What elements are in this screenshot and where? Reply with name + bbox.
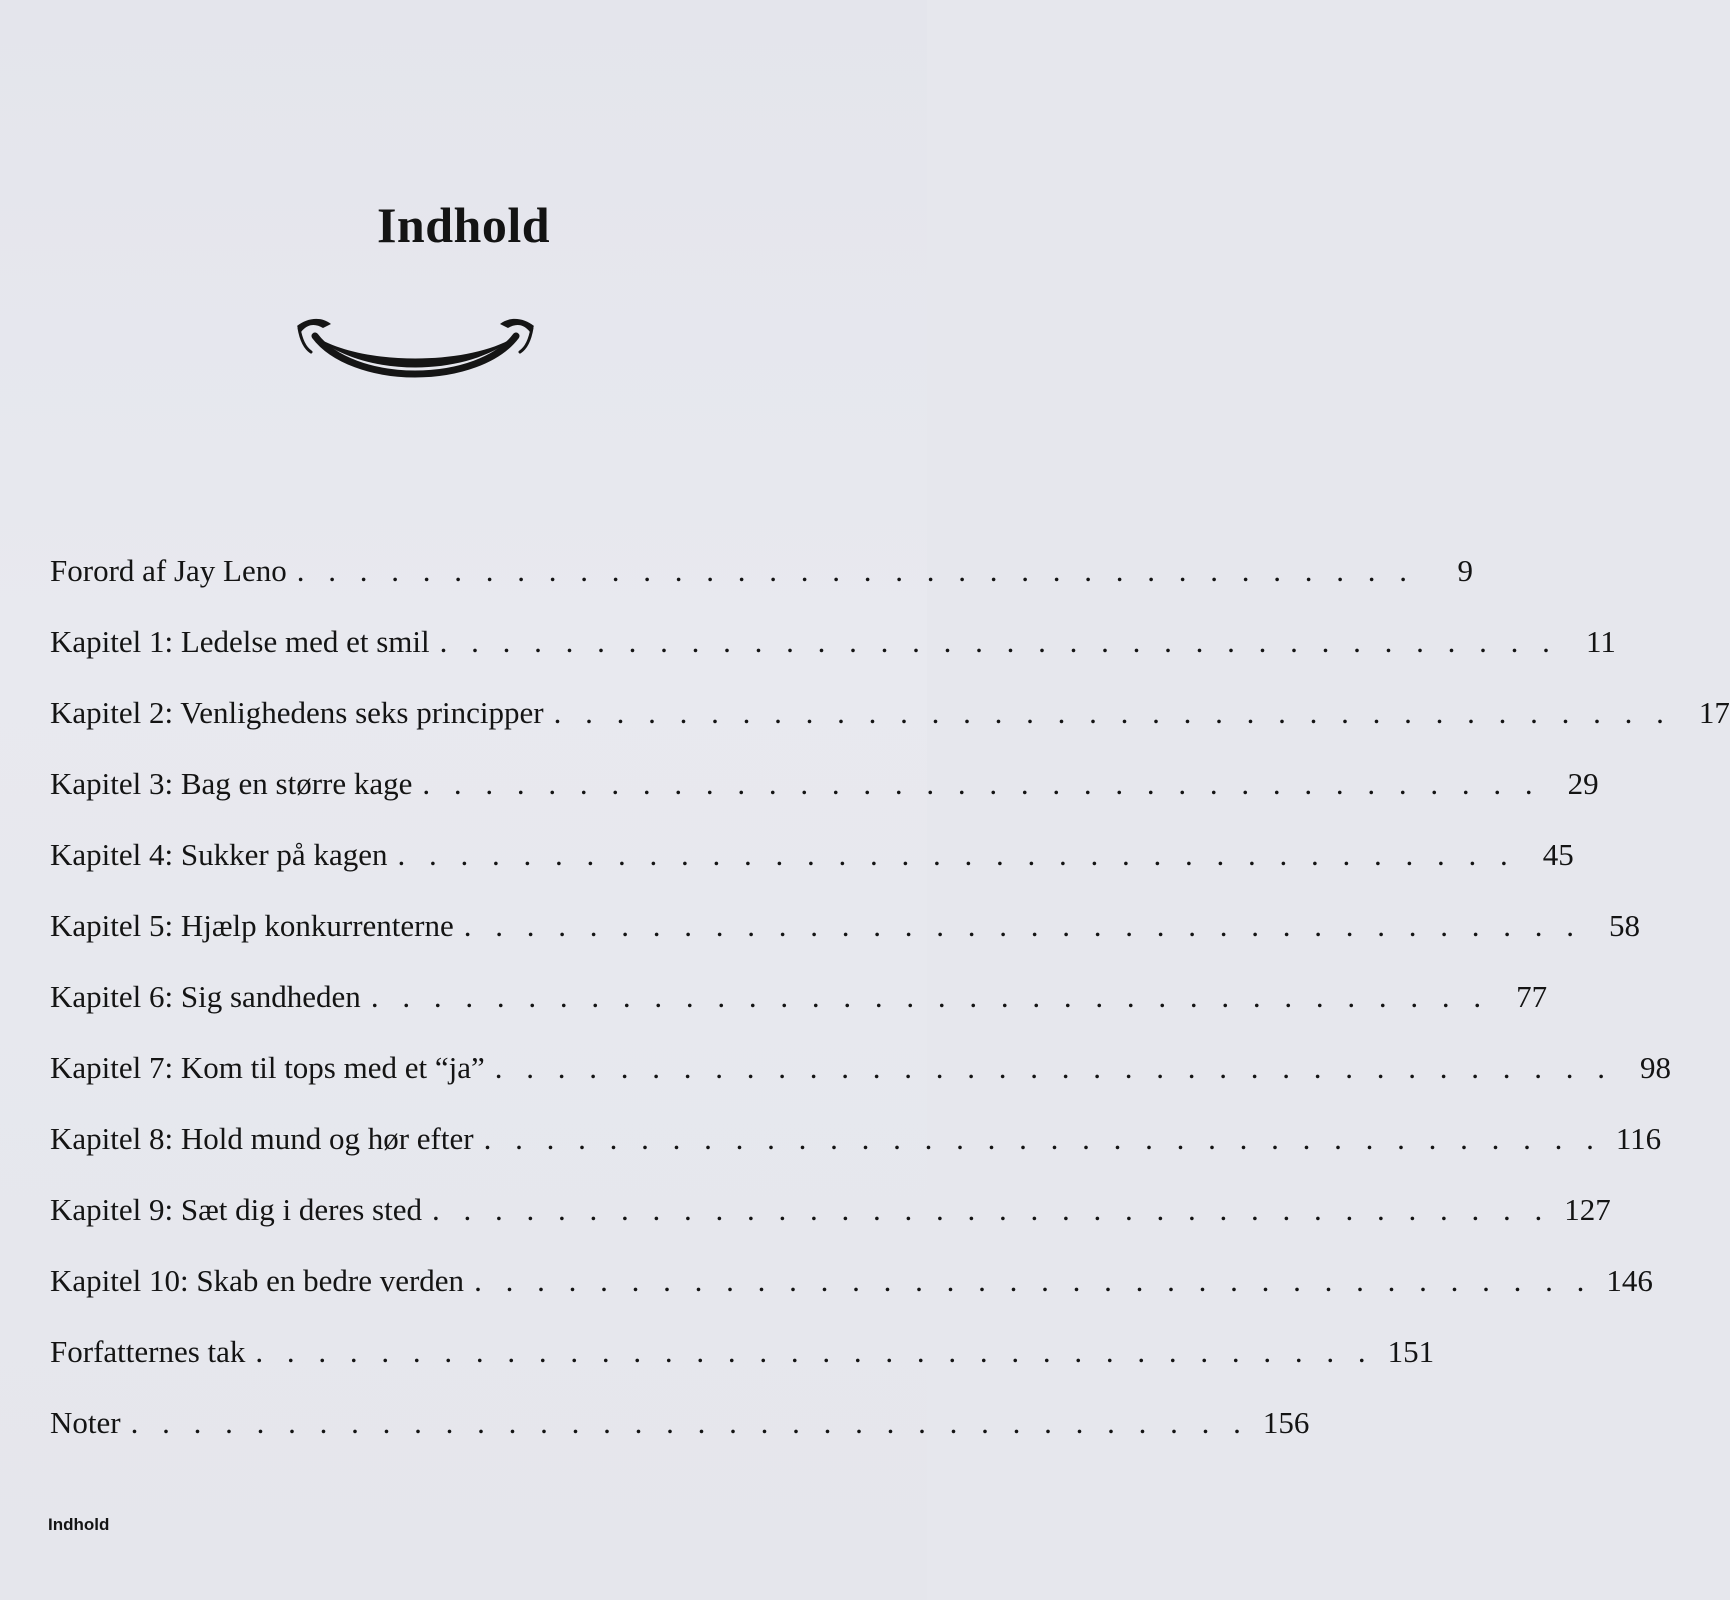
toc-dot-leader: . . . . . . . . . . . . . . . . . . . . . . . . . . . . . . . . . . . . xyxy=(370,979,1490,1014)
toc-page-number: 146 xyxy=(1606,1263,1653,1298)
toc-entry-title: Kapitel 4: Sukker på kagen xyxy=(50,837,388,872)
toc-page-number: 9 xyxy=(1457,553,1473,588)
toc-entry-title: Kapitel 8: Hold mund og hør efter xyxy=(50,1121,474,1156)
smile-ornament-icon xyxy=(293,308,538,378)
toc-dot-leader: . . . . . . . . . . . . . . . . . . . . . . . . . . . . . . . . . . . . xyxy=(494,1050,1614,1085)
toc-entry[interactable] xyxy=(50,1334,1435,1405)
toc-page-number: 116 xyxy=(1615,1121,1662,1156)
toc-dot-leader: . . . . . . . . . . . . . . . . . . . . . . . . . . . . . . . . . . . . xyxy=(255,1334,1374,1369)
toc-dot-leader: . . . . . . . . . . . . . . . . . . . . . . . . . . . . . . . . . . . . xyxy=(296,553,1415,588)
toc-dot-leader: . . . . . . . . . . . . . . . . . . . . . . . . . . . . . . . . . . . . xyxy=(431,1192,1551,1227)
toc-dot-leader: . . . . . . . . . . . . . . . . . . . . . . . . . . . . . . . . . . . . xyxy=(463,908,1583,943)
toc-page-number: 29 xyxy=(1567,766,1599,801)
toc-entry[interactable] xyxy=(50,624,1616,695)
toc-entry-title: Kapitel 2: Venlighedens seks principper xyxy=(50,695,544,730)
toc-page-number: 58 xyxy=(1609,908,1641,943)
toc-dot-leader: . . . . . . . . . . . . . . . . . . . . . . . . . . . . . . . . . . . . xyxy=(474,1263,1593,1298)
toc-entry-title: Noter xyxy=(50,1405,121,1440)
toc-entry[interactable] xyxy=(50,553,1473,624)
toc-entry-title: Kapitel 6: Sig sandheden xyxy=(50,979,361,1014)
toc-entry[interactable] xyxy=(50,1050,1672,1121)
toc-entry[interactable] xyxy=(50,979,1548,1050)
table-of-contents xyxy=(50,553,1730,1476)
toc-page-number: 151 xyxy=(1387,1334,1435,1369)
toc-dot-leader: . . . . . . . . . . . . . . . . . . . . . . . . . . . . . . . . . . . . xyxy=(397,837,1516,872)
toc-page-number: 11 xyxy=(1586,624,1616,659)
toc-entry[interactable] xyxy=(50,1405,1310,1476)
toc-entry[interactable] xyxy=(50,1121,1662,1192)
toc-entry-title: Kapitel 7: Kom til tops med et “ja” xyxy=(50,1050,485,1085)
toc-page-number: 17 xyxy=(1698,695,1730,730)
toc-page-number: 156 xyxy=(1262,1405,1310,1440)
toc-entry[interactable] xyxy=(50,695,1730,766)
toc-entry-title: Forfatternes tak xyxy=(50,1334,246,1369)
toc-entry-title: Kapitel 9: Sæt dig i deres sted xyxy=(50,1192,422,1227)
toc-entry-title: Kapitel 5: Hjælp konkurrenterne xyxy=(50,908,454,943)
toc-dot-leader: . . . . . . . . . . . . . . . . . . . . . . . . . . . . . . . . . . . . xyxy=(483,1121,1602,1156)
toc-entry-title: Kapitel 1: Ledelse med et smil xyxy=(50,624,430,659)
toc-dot-leader: . . . . . . . . . . . . . . . . . . . . . . . . . . . . . . . . . . . . xyxy=(439,624,1558,659)
page-title: Indhold xyxy=(376,197,551,253)
toc-entry-title: Forord af Jay Leno xyxy=(50,553,287,588)
toc-entry[interactable] xyxy=(50,837,1574,908)
toc-entry-title: Kapitel 3: Bag en større kage xyxy=(50,766,413,801)
toc-entry-title: Kapitel 10: Skab en bedre verden xyxy=(50,1263,465,1298)
toc-dot-leader: . . . . . . . . . . . . . . . . . . . . . . . . . . . . . . . . . . . . xyxy=(553,695,1672,730)
toc-dot-leader: . . . . . . . . . . . . . . . . . . . . . . . . . . . . . . . . . . . . xyxy=(130,1405,1249,1440)
toc-page-number: 127 xyxy=(1564,1192,1611,1227)
toc-entry[interactable] xyxy=(50,1263,1653,1334)
toc-entry[interactable] xyxy=(50,908,1641,979)
toc-page-number: 45 xyxy=(1542,837,1574,872)
toc-entry[interactable] xyxy=(50,766,1599,837)
toc-page-number: 77 xyxy=(1516,979,1548,1014)
toc-page-number: 98 xyxy=(1640,1050,1672,1085)
running-footer: Indhold xyxy=(48,1515,110,1534)
toc-dot-leader: . . . . . . . . . . . . . . . . . . . . . . . . . . . . . . . . . . . . xyxy=(422,766,1541,801)
toc-entry[interactable] xyxy=(50,1192,1611,1263)
